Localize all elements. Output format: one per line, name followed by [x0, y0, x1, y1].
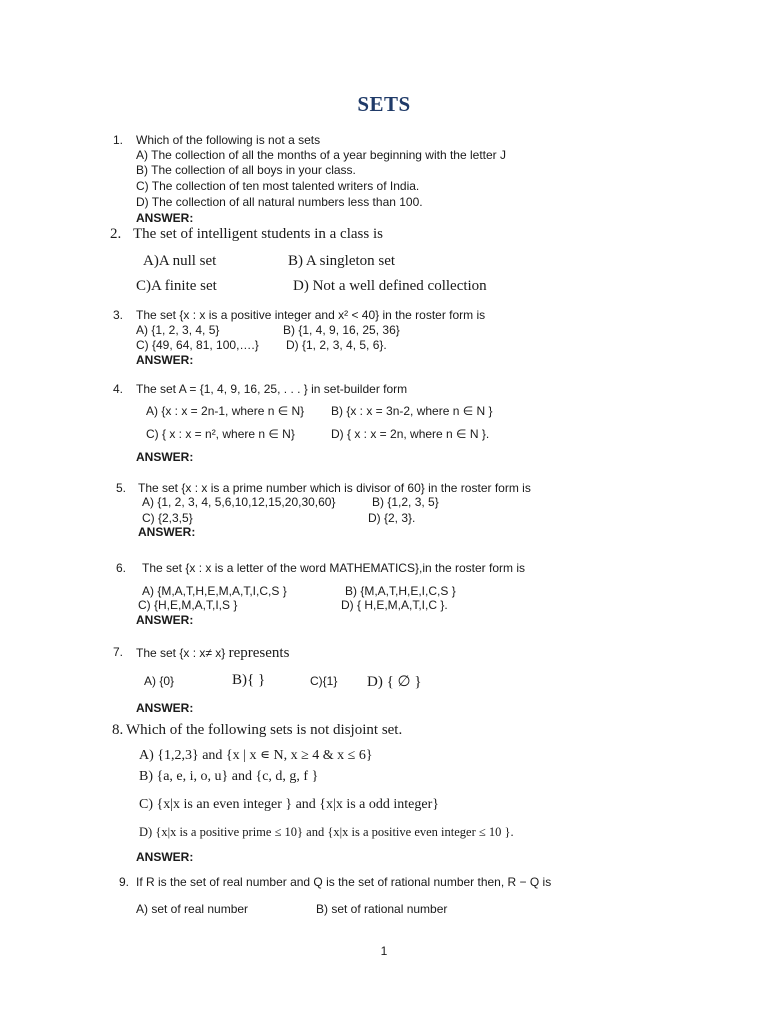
question-number: 1.	[113, 133, 124, 147]
question-number: 3.	[113, 308, 124, 322]
option-a: A) The collection of all the months of a year beginning with the letter J	[136, 148, 506, 162]
answer-label: ANSWER:	[138, 525, 196, 539]
option-b: B) {x : x = 3n-2, where n ∈ N }	[331, 404, 493, 418]
option-c: C) { x : x = n², where n ∈ N}	[146, 427, 295, 441]
option-c: C) The collection of ten most talented writers of India.	[136, 179, 420, 193]
option-a: A) {0}	[144, 674, 175, 688]
question-text: The set {x : x is a letter of the word MATHEMATICS},in the roster form is	[142, 561, 526, 575]
question-number: 5.	[116, 481, 127, 495]
option-b: B) The collection of all boys in your class.	[136, 163, 356, 177]
question-number: 6.	[116, 561, 127, 575]
option-a: A) {1, 2, 3, 4, 5}	[136, 323, 220, 337]
answer-label: ANSWER:	[136, 211, 194, 225]
option-a: A) {x : x = 2n-1, where n ∈ N}	[146, 404, 305, 418]
option-a: A) set of real number	[136, 902, 249, 916]
option-c: C)A finite set	[136, 278, 217, 294]
option-c: C) {49, 64, 81, 100,….}	[136, 338, 259, 352]
option-b: B){ }	[232, 672, 266, 688]
question-number: 7.	[113, 645, 124, 659]
question-text: Which of the following is not a sets	[136, 133, 321, 147]
question-number: 4.	[113, 382, 124, 396]
answer-label: ANSWER:	[136, 613, 194, 627]
option-c: C){1}	[310, 674, 338, 688]
option-a: A) {M,A,T,H,E,M,A,T,I,C,S }	[142, 584, 287, 598]
option-c: C) {x|x is an even integer } and {x|x is a odd integer}	[139, 797, 439, 812]
option-d: D) Not a well defined collection	[293, 278, 487, 294]
option-d: D) { ∅ }	[367, 674, 422, 690]
option-c: C) {2,3,5}	[142, 511, 193, 525]
option-a: A)A null set	[143, 253, 217, 269]
question-text: The set of intelligent students in a class is	[133, 226, 383, 242]
option-b: B) {M,A,T,H,E,I,C,S }	[345, 584, 456, 598]
answer-label: ANSWER:	[136, 353, 194, 367]
option-a: A) {1,2,3} and {x | x ∊ N, x ≥ 4 & x ≤ 6}	[139, 748, 373, 763]
option-d: D) { x : x = 2n, where n ∈ N }.	[331, 427, 490, 441]
page-number: 1	[380, 944, 388, 958]
option-d: D) { H,E,M,A,T,I,C }.	[341, 598, 448, 612]
option-d: D) {x|x is a positive prime ≤ 10} and {x|x is a positive even integer ≤ 10 }.	[139, 825, 514, 839]
question-text: The set {x : x is a positive integer and x² < 40} in the roster form is	[136, 308, 486, 322]
option-b: B) {1, 4, 9, 16, 25, 36}	[283, 323, 400, 337]
option-b: B) {1,2, 3, 5}	[372, 495, 439, 509]
question-text: The set {x : x≠ x} represents	[136, 645, 290, 661]
option-b: B) A singleton set	[288, 253, 396, 269]
question-text: If R is the set of real number and Q is the set of rational number then, R − Q is	[136, 875, 552, 889]
option-b: B) {a, e, i, o, u} and {c, d, g, f }	[139, 769, 319, 784]
option-a: A) {1, 2, 3, 4, 5,6,10,12,15,20,30,60}	[142, 495, 336, 509]
option-b: B) set of rational number	[316, 902, 448, 916]
option-d: D) The collection of all natural numbers less than 100.	[136, 195, 423, 209]
option-d: D) {1, 2, 3, 4, 5, 6}.	[286, 338, 387, 352]
question-number: 8.	[112, 722, 124, 738]
question-number: 9.	[119, 875, 130, 889]
question-number: 2.	[110, 226, 122, 242]
answer-label: ANSWER:	[136, 450, 194, 464]
option-d: D) {2, 3}.	[368, 511, 416, 525]
page-title: SETS	[357, 92, 411, 116]
question-text: The set A = {1, 4, 9, 16, 25, . . . } in set-builder form	[136, 382, 408, 396]
question-text: Which of the following sets is not disjoint set.	[126, 722, 403, 738]
question-text: The set {x : x is a prime number which is divisor of 60} in the roster form is	[138, 481, 531, 495]
option-c: C) {H,E,M,A,T,I,S }	[138, 598, 238, 612]
answer-label: ANSWER:	[136, 701, 194, 715]
answer-label: ANSWER:	[136, 850, 194, 864]
